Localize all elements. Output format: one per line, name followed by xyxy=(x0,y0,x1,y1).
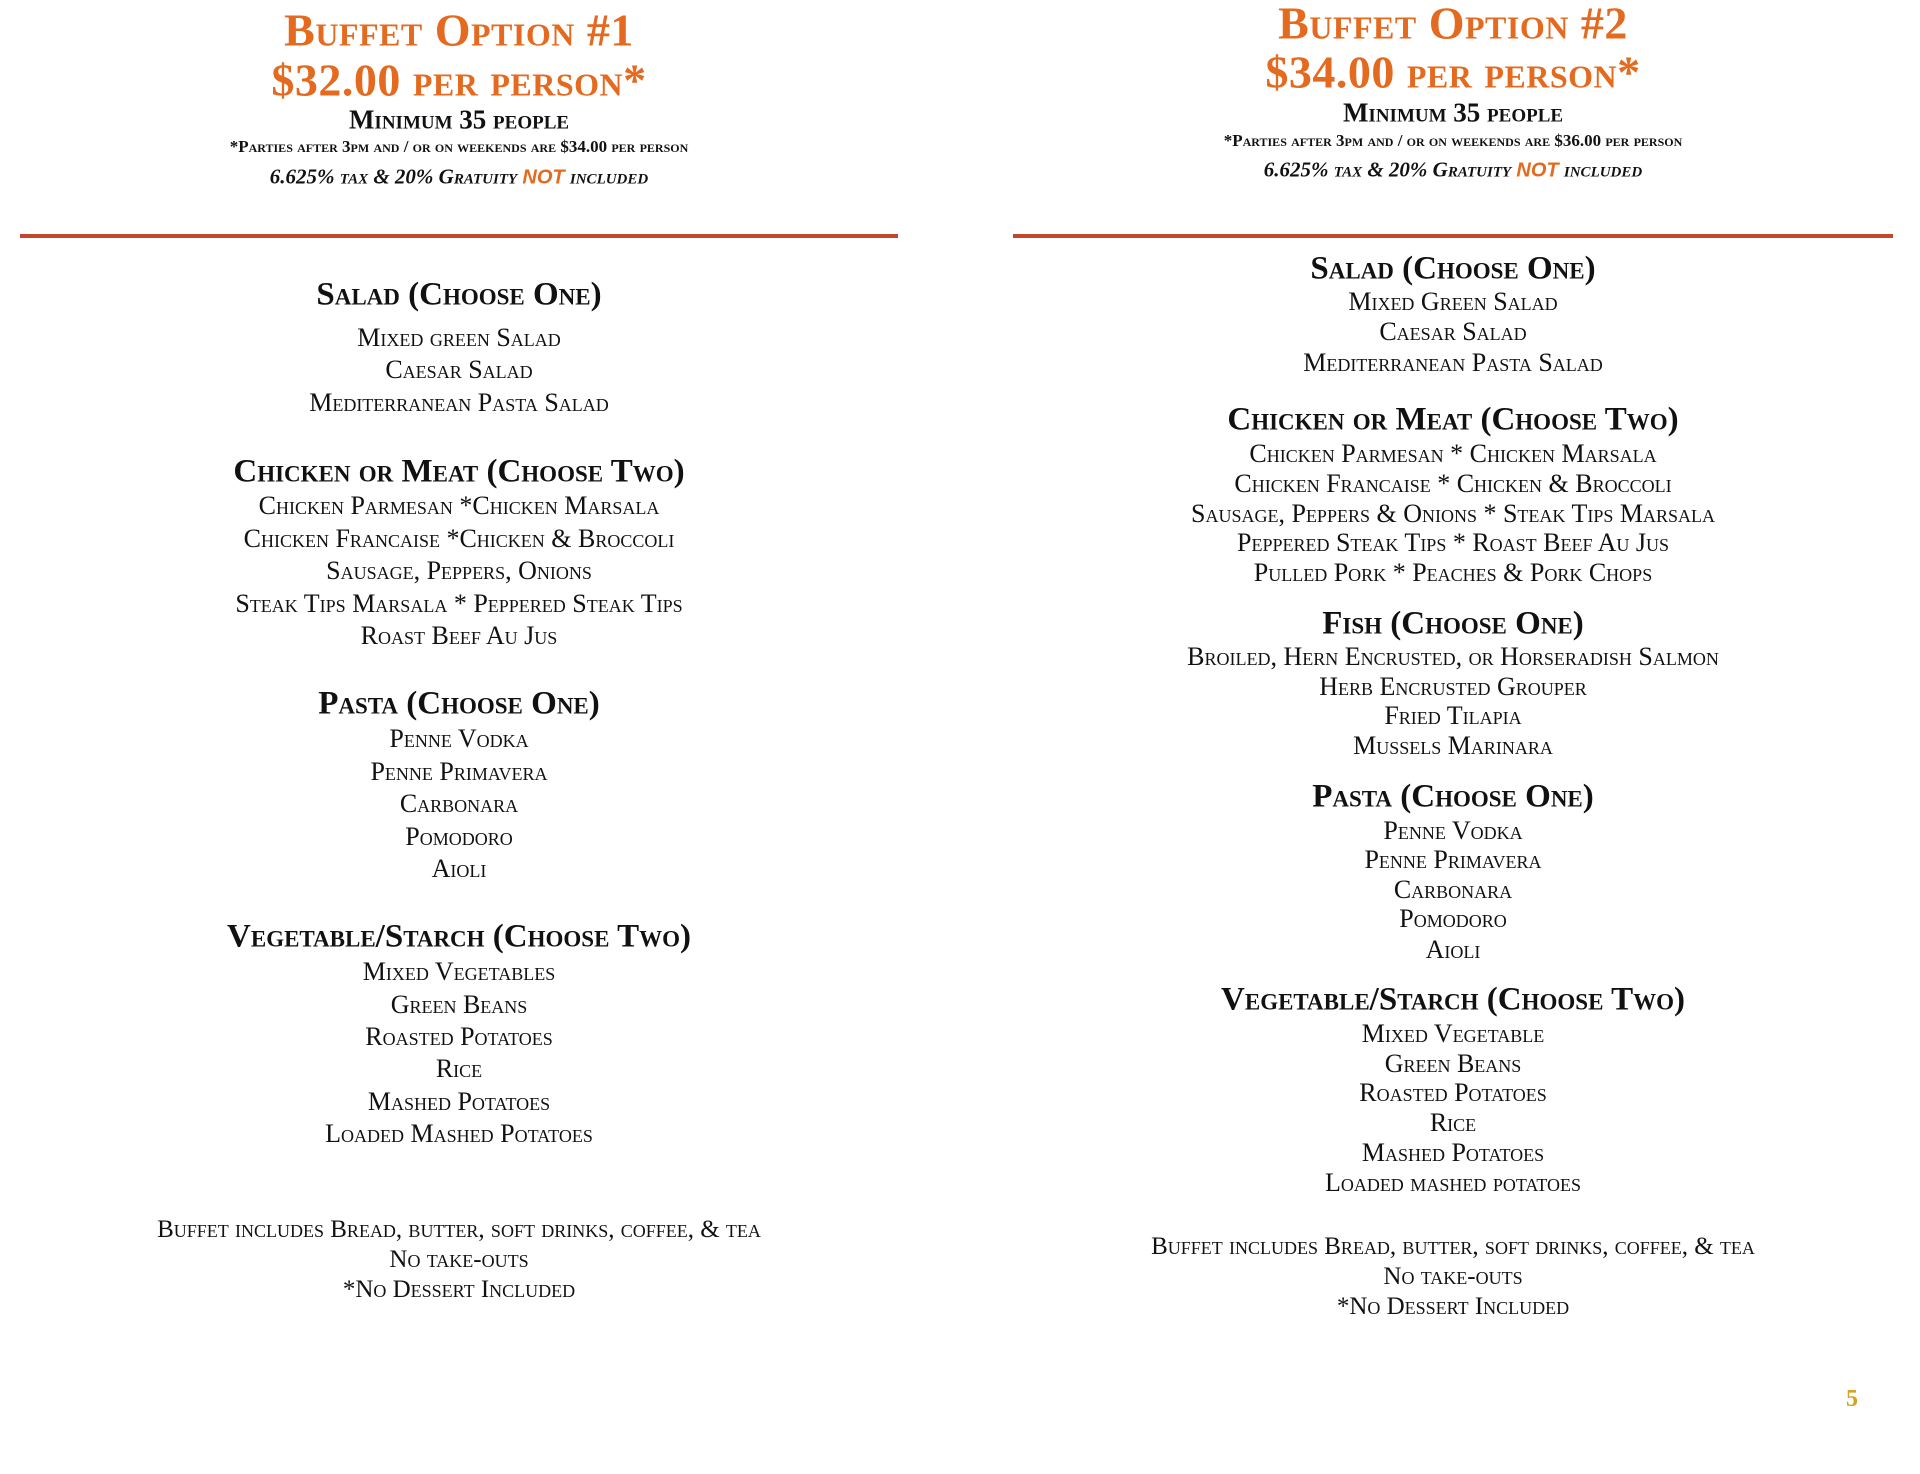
menu-item: Mussels Marinara xyxy=(1353,731,1553,760)
menu-item: Aioli xyxy=(1425,935,1481,964)
menu-item: Pomodoro xyxy=(1399,904,1507,933)
menu-item: Sausage, Peppers & Onions * Steak Tips Marsala xyxy=(1191,499,1715,528)
menu-item: Mediterranean Pasta Salad xyxy=(309,388,609,417)
tax-prefix: 6.625% tax & 20% Gratuity xyxy=(269,164,518,189)
tax-gratuity-note xyxy=(1013,158,1893,183)
menu-item: Chicken Francaise *Chicken & Broccoli xyxy=(243,524,675,553)
menu-item: Chicken Parmesan *Chicken Marsala xyxy=(258,491,660,520)
option-price: $32.00 per person* xyxy=(271,54,647,106)
menu-item: Herb Encrusted Grouper xyxy=(1319,672,1587,701)
tax-suffix: included xyxy=(569,164,649,189)
minimum-guests: Minimum 35 people xyxy=(1342,97,1564,128)
menu-item: Penne Primavera xyxy=(1364,845,1542,874)
menu-item: Roasted Potatoes xyxy=(1359,1078,1547,1107)
section-divider xyxy=(20,234,898,238)
menu-item: Carbonara xyxy=(1393,875,1513,904)
footer-includes: Buffet includes Bread, butter, soft drinks, coffee, & tea xyxy=(157,1216,761,1243)
menu-item: Roasted Potatoes xyxy=(365,1022,553,1051)
menu-item: Penne Vodka xyxy=(1383,816,1523,845)
menu-item: Mixed green Salad xyxy=(357,323,561,352)
not-emphasis: NOT xyxy=(522,166,565,189)
menu-item: Rice xyxy=(435,1054,483,1083)
section-heading-vegetable-starch: Vegetable/Starch (Choose Two) xyxy=(1221,981,1685,1018)
menu-item: Aioli xyxy=(431,854,487,883)
section-heading-pasta: Pasta (Choose One) xyxy=(318,685,600,722)
menu-item: Mashed Potatoes xyxy=(1361,1138,1545,1167)
parties-note: *Parties after 3pm and / or on weekends are $34.00 per person xyxy=(229,137,689,156)
section-heading-salad: Salad (Choose One) xyxy=(316,276,602,313)
menu-item: Caesar Salad xyxy=(385,355,533,384)
page-number: 5 xyxy=(1846,1386,1858,1412)
footer-no-takeouts: No take-outs xyxy=(389,1246,529,1273)
minimum-guests: Minimum 35 people xyxy=(348,104,570,135)
parties-note: *Parties after 3pm and / or on weekends are $36.00 per person xyxy=(1223,131,1683,150)
footer-no-dessert: *No Dessert Included xyxy=(1336,1293,1570,1320)
option-title: Buffet Option #2 xyxy=(1278,0,1628,49)
menu-item: Broiled, Hern Encrusted, or Horseradish Salmon xyxy=(1187,642,1719,671)
section-heading-pasta: Pasta (Choose One) xyxy=(1312,778,1594,815)
menu-item: Sausage, Peppers, Onions xyxy=(326,556,592,585)
section-heading-chicken-meat: Chicken or Meat (Choose Two) xyxy=(1227,401,1679,438)
footer-no-dessert: *No Dessert Included xyxy=(342,1276,576,1303)
menu-item: Peppered Steak Tips * Roast Beef Au Jus xyxy=(1236,528,1669,557)
menu-item: Loaded mashed potatoes xyxy=(1324,1168,1582,1197)
menu-item: Chicken Parmesan * Chicken Marsala xyxy=(1249,439,1657,468)
section-heading-fish: Fish (Choose One) xyxy=(1322,605,1584,642)
menu-item: Caesar Salad xyxy=(1379,317,1527,346)
menu-item: Penne Vodka xyxy=(389,724,529,753)
option-price: $34.00 per person* xyxy=(1265,46,1641,98)
footer-includes: Buffet includes Bread, butter, soft drinks, coffee, & tea xyxy=(1151,1233,1755,1260)
menu-item: Green Beans xyxy=(390,990,528,1019)
menu-item: Loaded Mashed Potatoes xyxy=(325,1119,593,1148)
section-heading-vegetable-starch: Vegetable/Starch (Choose Two) xyxy=(227,918,691,955)
menu-item: Rice xyxy=(1429,1108,1477,1137)
menu-item: Roast Beef Au Jus xyxy=(360,621,558,650)
menu-item: Green Beans xyxy=(1384,1049,1522,1078)
menu-item: Penne Primavera xyxy=(370,757,548,786)
menu-item: Steak Tips Marsala * Peppered Steak Tips xyxy=(235,589,683,618)
section-heading-chicken-meat: Chicken or Meat (Choose Two) xyxy=(233,453,685,490)
menu-item: Fried Tilapia xyxy=(1384,701,1522,730)
menu-item: Mashed Potatoes xyxy=(367,1087,551,1116)
menu-item: Pulled Pork * Peaches & Pork Chops xyxy=(1253,558,1653,587)
section-heading-salad: Salad (Choose One) xyxy=(1310,250,1596,287)
menu-item: Mixed Vegetable xyxy=(1361,1019,1545,1048)
menu-item: Mediterranean Pasta Salad xyxy=(1303,348,1603,377)
footer-no-takeouts: No take-outs xyxy=(1383,1263,1523,1290)
menu-item: Chicken Francaise * Chicken & Broccoli xyxy=(1234,469,1672,498)
tax-prefix: 6.625% tax & 20% Gratuity xyxy=(1263,157,1512,182)
tax-gratuity-note xyxy=(20,165,898,190)
menu-item: Pomodoro xyxy=(405,822,513,851)
menu-item: Mixed Vegetables xyxy=(362,957,556,986)
section-divider xyxy=(1013,234,1893,238)
menu-item: Mixed Green Salad xyxy=(1348,287,1558,316)
tax-suffix: included xyxy=(1563,157,1643,182)
not-emphasis: NOT xyxy=(1516,159,1559,182)
option-title: Buffet Option #1 xyxy=(284,4,634,56)
menu-item: Carbonara xyxy=(399,789,519,818)
